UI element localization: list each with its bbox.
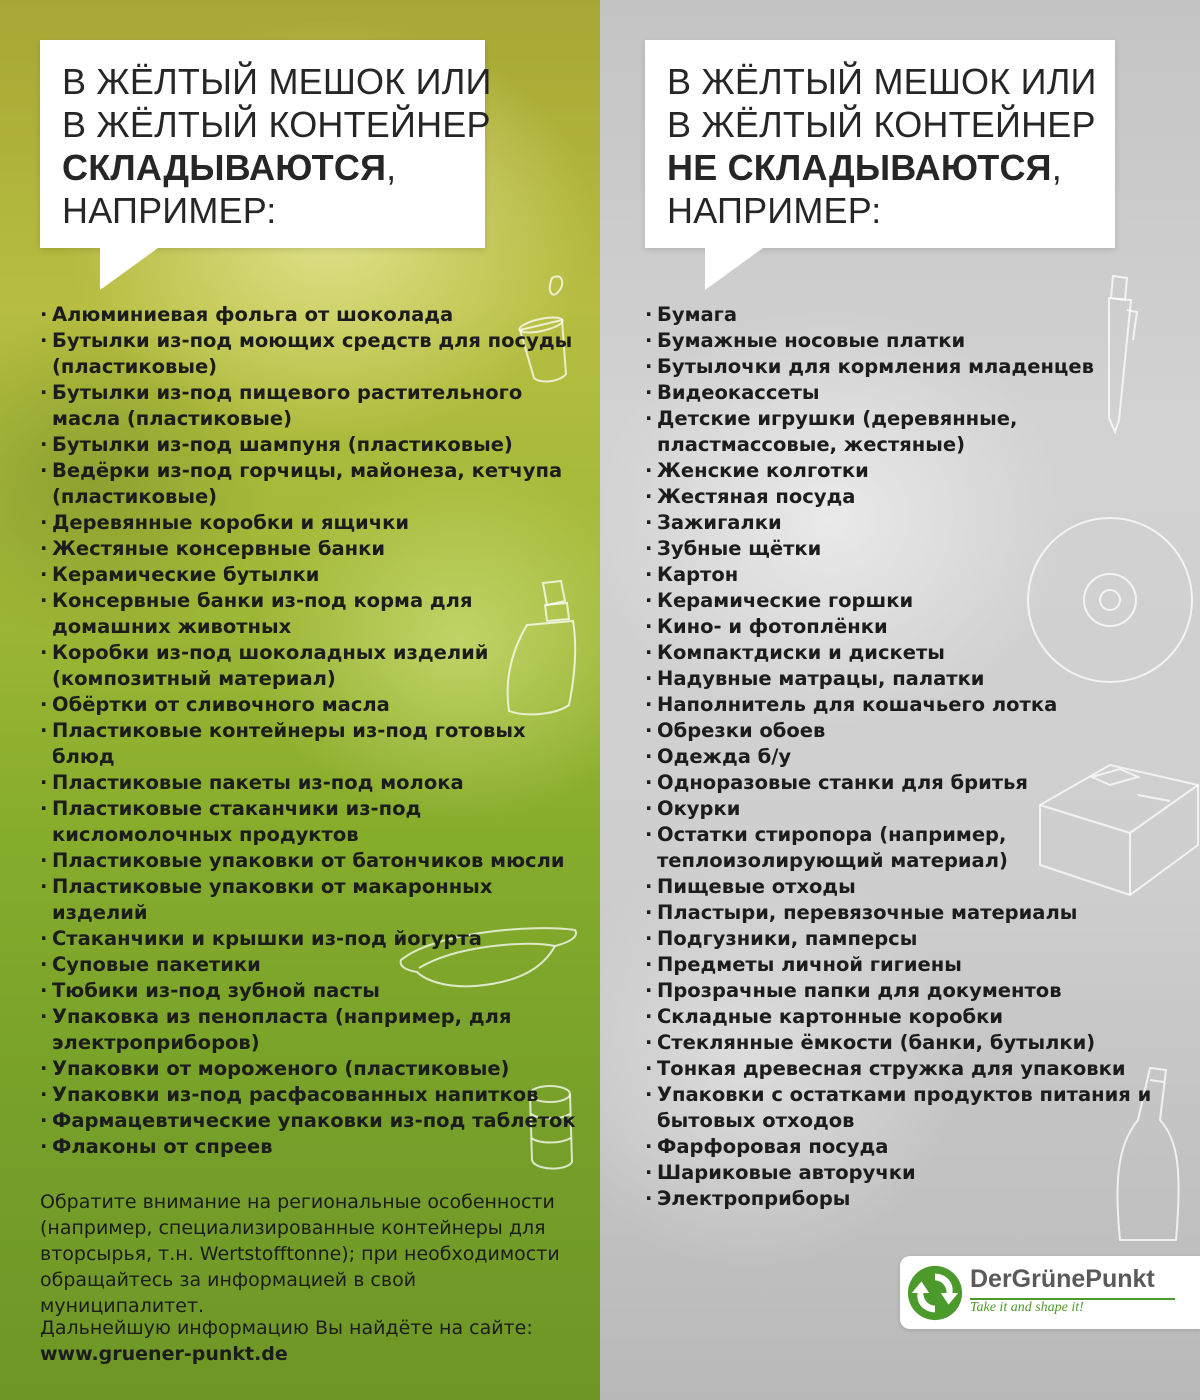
list-item: · Одноразовые станки для бритья (645, 770, 1185, 796)
list-item: · Тонкая древесная стружка для упаковки (645, 1056, 1185, 1082)
list-item: · Зубные щётки (645, 536, 1185, 562)
list-item: · Кино- и фотоплёнки (645, 614, 1185, 640)
list-item: · Бутылочки для кормления младенцев (645, 354, 1185, 380)
list-item: · Пластиковые упаковки от батончиков мюсли (40, 848, 580, 874)
list-item: · Бутылки из-под пищевого растительного масла (пластиковые) (40, 380, 580, 432)
list-item: · Пищевые отходы (645, 874, 1185, 900)
list-item: · Алюминиевая фольга от шоколада (40, 302, 580, 328)
heading-comma: , (386, 147, 397, 188)
list-item: · Керамические горшки (645, 588, 1185, 614)
non-recyclable-panel (600, 0, 1200, 1400)
list-item: · Предметы личной гигиены (645, 952, 1185, 978)
logo-name: DerGrünePunkt (970, 1265, 1155, 1293)
list-item: · Складные картонные коробки (645, 1004, 1185, 1030)
list-item: · Пластиковые контейнеры из-под готовых блюд (40, 718, 580, 770)
website-link[interactable]: www.gruener-punkt.de (40, 1343, 288, 1365)
list-item: · Фармацевтические упаковки из-под таблеток (40, 1108, 580, 1134)
recyclable-heading (62, 60, 492, 232)
list-item: · Коробки из-под шоколадных изделий (композитный материал) (40, 640, 580, 692)
more-info-text: Дальнейшую информацию Вы найдёте на сайте: (40, 1317, 533, 1339)
list-item: · Упаковки от мороженого (пластиковые) (40, 1056, 580, 1082)
list-item: · Упаковка из пенопласта (например, для электроприборов) (40, 1004, 580, 1056)
heading-line-1: В ЖЁЛТЫЙ МЕШОК ИЛИ (62, 61, 492, 102)
heading-line-3 (62, 146, 492, 189)
heading-line-2: В ЖЁЛТЫЙ КОНТЕЙНЕР (667, 104, 1096, 145)
more-info (40, 1315, 585, 1367)
list-item: · Фарфоровая посуда (645, 1134, 1185, 1160)
list-item: · Женские колготки (645, 458, 1185, 484)
list-item: · Одежда б/у (645, 744, 1185, 770)
list-item: · Окурки (645, 796, 1185, 822)
regional-note: Обратите внимание на региональные особенности (например, специализированные контейнеры для вторсырья, т.н. Wertstofftonne); при необходимости обращайтесь за информацией в свой муниципалитет. (40, 1191, 560, 1317)
non-recyclable-heading-bubble (645, 40, 1115, 248)
list-item: · Ведёрки из-под горчицы, майонеза, кетчупа (пластиковые) (40, 458, 580, 510)
list-item: · Бумага (645, 302, 1185, 328)
list-item: · Флаконы от спреев (40, 1134, 580, 1160)
heading-line-2: В ЖЁЛТЫЙ КОНТЕЙНЕР (62, 104, 491, 145)
list-item: · Стеклянные ёмкости (банки, бутылки) (645, 1030, 1185, 1056)
non-recyclable-heading (667, 60, 1097, 232)
list-item: · Упаковки из-под расфасованных напитков (40, 1082, 580, 1108)
list-item: · Наполнитель для кошачьего лотка (645, 692, 1185, 718)
list-item: · Стаканчики и крышки из-под йогурта (40, 926, 580, 952)
list-item: · Шариковые авторучки (645, 1160, 1185, 1186)
list-item: · Обёртки от сливочного масла (40, 692, 580, 718)
recyclable-items-list (40, 302, 580, 1160)
heading-comma: , (1051, 147, 1062, 188)
list-item: · Обрезки обоев (645, 718, 1185, 744)
list-item: · Пластиковые пакеты из-под молока (40, 770, 580, 796)
list-item: · Видеокассеты (645, 380, 1185, 406)
heading-line-3 (667, 146, 1097, 189)
list-item: · Прозрачные папки для документов (645, 978, 1185, 1004)
list-item: · Деревянные коробки и ящички (40, 510, 580, 536)
list-item: · Пластиковые стаканчики из-под кисломолочных продуктов (40, 796, 580, 848)
list-item: · Электроприборы (645, 1186, 1185, 1212)
list-item: · Керамические бутылки (40, 562, 580, 588)
heading-line-4: НАПРИМЕР: (667, 190, 882, 231)
logo-slogan: Take it and shape it! (970, 1300, 1084, 1315)
list-item: · Зажигалки (645, 510, 1185, 536)
non-recyclable-items-list (645, 302, 1185, 1212)
list-item: · Суповые пакетики (40, 952, 580, 978)
list-item: · Бутылки из-под шампуня (пластиковые) (40, 432, 580, 458)
list-item: · Подгузники, памперсы (645, 926, 1185, 952)
list-item: · Жестяные консервные банки (40, 536, 580, 562)
list-item: · Картон (645, 562, 1185, 588)
der-gruene-punkt-logo[interactable] (900, 1256, 1200, 1329)
list-item: · Бумажные носовые платки (645, 328, 1185, 354)
list-item: · Бутылки из-под моющих средств для посуды (пластиковые) (40, 328, 580, 380)
recycling-dot-icon (906, 1264, 964, 1322)
heading-emphasis: СКЛАДЫВАЮТСЯ (62, 147, 387, 188)
heading-emphasis: НЕ СКЛАДЫВАЮТСЯ (667, 147, 1052, 188)
list-item: · Упаковки с остатками продуктов питания и бытовых отходов (645, 1082, 1185, 1134)
list-item: · Компактдиски и дискеты (645, 640, 1185, 666)
list-item: · Тюбики из-под зубной пасты (40, 978, 580, 1004)
heading-line-1: В ЖЁЛТЫЙ МЕШОК ИЛИ (667, 61, 1097, 102)
list-item: · Консервные банки из-под корма для домашних животных (40, 588, 580, 640)
list-item: · Надувные матрацы, палатки (645, 666, 1185, 692)
list-item: · Жестяная посуда (645, 484, 1185, 510)
recyclable-heading-bubble (40, 40, 492, 248)
heading-line-4: НАПРИМЕР: (62, 190, 277, 231)
list-item: · Детские игрушки (деревянные, пластмассовые, жестяные) (645, 406, 1185, 458)
list-item: · Пластиковые упаковки от макаронных изделий (40, 874, 580, 926)
list-item: · Остатки стиропора (например, теплоизолирующий материал) (645, 822, 1185, 874)
list-item: · Пластыри, перевязочные материалы (645, 900, 1185, 926)
